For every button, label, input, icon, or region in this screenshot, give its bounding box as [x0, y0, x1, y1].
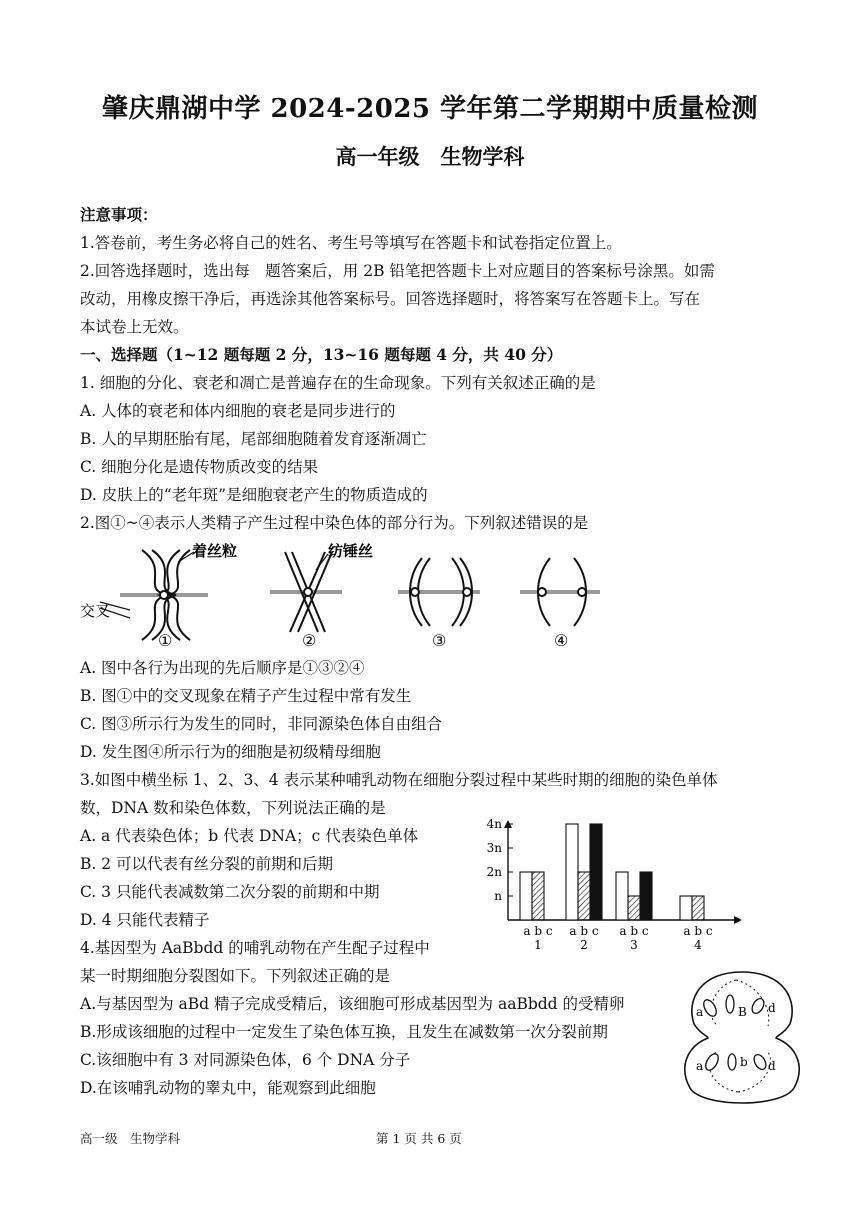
question-stem: 4.基因型为 AaBbdd 的哺乳动物在产生配子过程中 — [80, 939, 430, 957]
gene-label: d — [768, 1059, 776, 1073]
gene-label: b — [740, 1055, 748, 1069]
panel-label-4: ④ — [554, 631, 569, 650]
chromosome-behavior-figure — [80, 540, 640, 658]
answer-option: B. 人的早期胚胎有尾，尾部细胞随着发育逐渐凋亡 — [80, 430, 427, 448]
panel-3-separation — [398, 558, 480, 626]
bar-letter-labels: a b c — [523, 924, 553, 938]
y-tick-label: n — [494, 889, 502, 903]
notice-line: 改动，用橡皮擦干净后，再选涂其他答案标号。回答选择题时，将答案写在答题卡上。写在 — [80, 290, 701, 308]
gene-label: a — [696, 1005, 704, 1019]
exam-title: 肇庆鼎湖中学 2024-2025 学年第二学期期中质量检测 — [101, 94, 759, 124]
panel-label-1: ① — [158, 631, 173, 650]
panel-4-anaphase — [520, 558, 600, 626]
answer-option: C. 细胞分化是遗传物质改变的结果 — [80, 458, 319, 476]
bar-a — [680, 896, 692, 920]
notice-line: 1.答卷前，考生务必将自己的姓名、考生号等填写在答题卡和试卷指定位置上。 — [80, 234, 622, 252]
gene-label: a — [696, 1059, 704, 1073]
cell-membrane — [685, 972, 799, 1103]
answer-option: C. 图③所示行为发生的同时，非同源染色体自由组合 — [80, 715, 443, 733]
section-heading: 一、选择题（1~12 题每题 2 分，13~16 题每题 4 分，共 40 分） — [80, 345, 563, 364]
bar-letter-labels: a b c — [569, 924, 599, 938]
footer-page-number: 第 1 页 共 6 页 — [376, 1131, 462, 1146]
x-tick-label: 4 — [694, 938, 702, 952]
question-stem: 3.如图中横坐标 1、2、3、4 表示某种哺乳动物在细胞分裂过程中某些时期的细胞的染色单体 — [80, 771, 718, 789]
answer-option: A. 图中各行为出现的先后顺序是①③②④ — [80, 659, 365, 677]
notice-line: 本试卷上无效。 — [80, 318, 189, 336]
answer-option: D. 皮肤上的“老年斑”是细胞衰老产生的物质造成的 — [80, 486, 428, 504]
question-stem: 某一时期细胞分裂图如下。下列叙述正确的是 — [80, 967, 391, 985]
bar-a — [520, 872, 532, 920]
bar-a — [566, 824, 578, 920]
y-tick-label: 4n — [486, 817, 502, 831]
panel-label-3: ③ — [432, 631, 447, 650]
dividing-cell-figure — [672, 966, 812, 1112]
answer-option: A.与基因型为 aBd 精子完成受精后，该细胞可形成基因型为 aaBbdd 的受精卵 — [80, 995, 625, 1013]
question-stem: 2.图①~④表示人类精子产生过程中染色体的部分行为。下列叙述错误的是 — [80, 514, 589, 532]
bar-b — [628, 896, 640, 920]
spindle-label: 纺锤丝 — [328, 542, 374, 560]
answer-option: D.在该哺乳动物的睾丸中，能观察到此细胞 — [80, 1079, 376, 1097]
x-tick-label: 1 — [534, 938, 542, 952]
answer-option: A. a 代表染色体；b 代表 DNA；c 代表染色单体 — [80, 827, 419, 845]
x-tick-label: 3 — [630, 938, 638, 952]
answer-option: B. 2 可以代表有丝分裂的前期和后期 — [80, 855, 334, 873]
answer-option: B. 图①中的交叉现象在精子产生过程中常有发生 — [80, 687, 412, 705]
bar-b — [532, 872, 544, 920]
cross-label: 交叉 — [80, 602, 111, 620]
bar-a — [616, 872, 628, 920]
y-tick-label: 3n — [486, 841, 502, 855]
answer-option: B.形成该细胞的过程中一定发生了染色体互换，且发生在减数第一次分裂前期 — [80, 1023, 608, 1041]
answer-option: A. 人体的衰老和体内细胞的衰老是同步进行的 — [80, 402, 396, 420]
answer-option: C. 3 只能代表减数第二次分裂的前期和中期 — [80, 883, 380, 901]
notice-line: 2.回答选择题时，选出每 题答案后，用 2B 铅笔把答题卡上对应题目的答案标号涂黑。如需 — [80, 262, 715, 280]
panel-label-2: ② — [302, 631, 317, 650]
answer-option: D. 4 只能代表精子 — [80, 911, 210, 929]
bar-c — [590, 824, 602, 920]
question-stem: 数，DNA 数和染色体数，下列说法正确的是 — [80, 799, 386, 817]
panel-2-metaphase — [270, 552, 342, 632]
bar-chart — [470, 812, 750, 954]
bar-letter-labels: a b c — [683, 924, 713, 938]
y-tick-label: 2n — [486, 865, 502, 879]
x-tick-label: 2 — [580, 938, 588, 952]
answer-option: C.该细胞中有 3 对同源染色体，6 个 DNA 分子 — [80, 1051, 411, 1069]
bar-b — [692, 896, 704, 920]
gene-label: d — [768, 1001, 776, 1015]
gene-label: B — [738, 1005, 747, 1019]
bar-c — [640, 872, 652, 920]
centromere-label: 着丝粒 — [192, 542, 238, 560]
bar-b — [578, 872, 590, 920]
x-axis-arrow — [734, 916, 742, 924]
answer-option: D. 发生图④所示行为的细胞是初级精母细胞 — [80, 743, 381, 761]
question-stem: 1. 细胞的分化、衰老和凋亡是普遍存在的生命现象。下列有关叙述正确的是 — [80, 374, 596, 392]
notice-heading: 注意事项： — [80, 205, 158, 224]
panel-1-crossing-over — [100, 550, 208, 640]
exam-subtitle: 高一年级 生物学科 — [335, 144, 525, 169]
footer-subject: 高一级 生物学科 — [80, 1131, 181, 1146]
bar-letter-labels: a b c — [619, 924, 649, 938]
